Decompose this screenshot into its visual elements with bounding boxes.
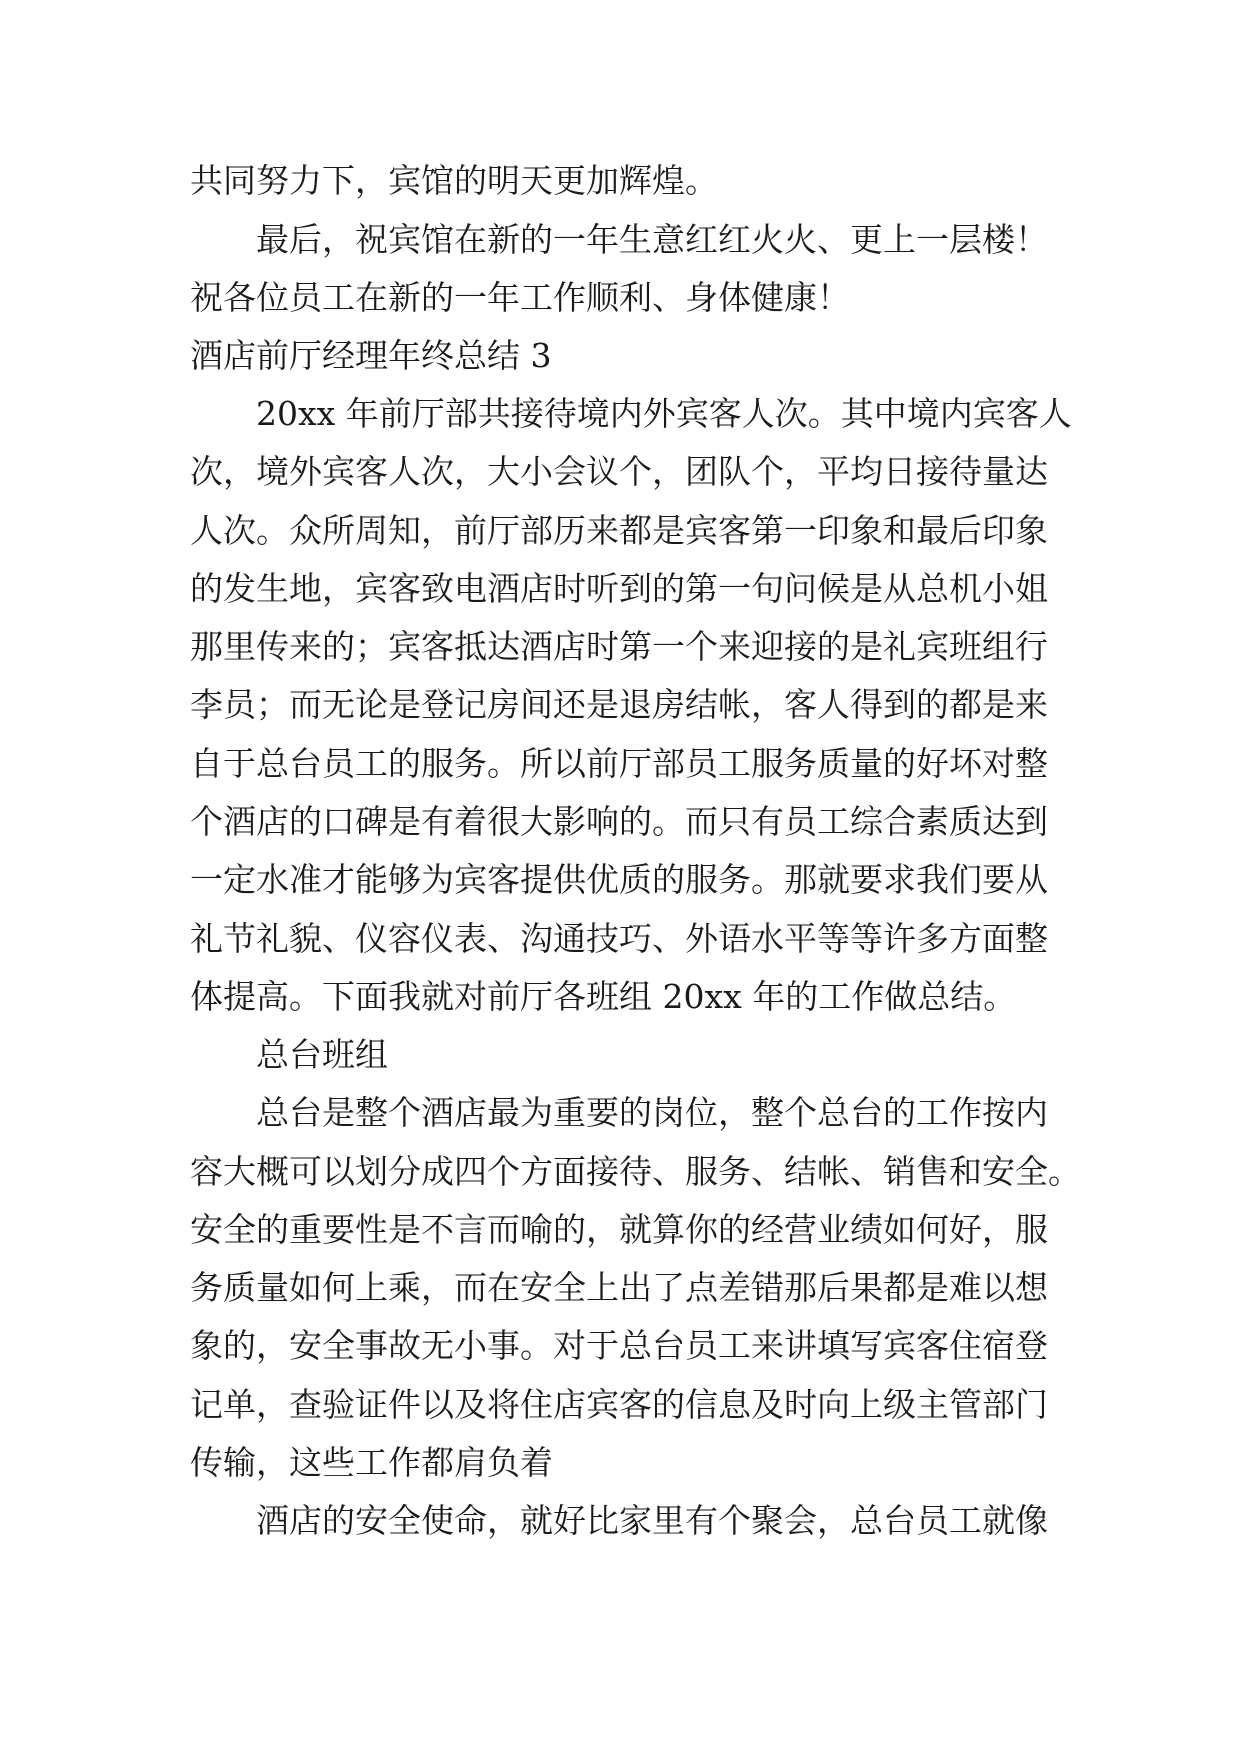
paragraph-line: 一定水准才能够为宾客提供优质的服务。那就要求我们要从 [190,860,1048,899]
paragraph-line: 安全的重要性是不言而喻的，就算你的经营业绩如何好，服 [190,1210,1048,1249]
paragraph-line: 个酒店的口碑是有着很大影响的。而只有员工综合素质达到 [190,802,1048,841]
paragraph-line: 李员；而无论是登记房间还是退房结帐，客人得到的都是来 [190,685,1048,724]
paragraph-line: 传输，这些工作都肩负着 [190,1443,553,1482]
paragraph-line: 自于总台员工的服务。所以前厅部员工服务质量的好坏对整 [190,744,1048,783]
section-heading: 酒店前厅经理年终总结 3 [190,336,552,375]
paragraph-line: 礼节礼貌、仪容仪表、沟通技巧、外语水平等等许多方面整 [190,919,1048,958]
paragraph-line: 共同努力下，宾馆的明天更加辉煌。 [190,161,718,200]
paragraph-line: 酒店的安全使命，就好比家里有个聚会，总台员工就像 [256,1501,1048,1540]
paragraph-line: 那里传来的；宾客抵达酒店时第一个来迎接的是礼宾班组行 [190,627,1048,666]
paragraph-line: 务质量如何上乘，而在安全上出了点差错那后果都是难以想 [190,1268,1048,1307]
paragraph-line: 人次。众所周知，前厅部历来都是宾客第一印象和最后印象 [190,511,1048,550]
paragraph-line: 象的，安全事故无小事。对于总台员工来讲填写宾客住宿登 [190,1326,1048,1365]
paragraph-line: 次，境外宾客人次，大小会议个，团队个，平均日接待量达 [190,452,1048,491]
paragraph-line: 祝各位员工在新的一年工作顺利、身体健康！ [190,278,850,317]
paragraph-line: 20xx 年前厅部共接待境内外宾客人次。其中境内宾客人 [256,394,1072,433]
paragraph-line: 体提高。下面我就对前厅各班组 20xx 年的工作做总结。 [190,977,1017,1016]
paragraph-line: 最后，祝宾馆在新的一年生意红红火火、更上一层楼！ [256,220,1048,259]
paragraph-line: 的发生地，宾客致电酒店时听到的第一句问候是从总机小姐 [190,569,1048,608]
paragraph-line: 记单，查验证件以及将住店宾客的信息及时向上级主管部门 [190,1385,1048,1424]
subsection-heading: 总台班组 [256,1035,388,1074]
paragraph-line: 容大概可以划分成四个方面接待、服务、结帐、销售和安全。 [190,1152,1081,1191]
paragraph-line: 总台是整个酒店最为重要的岗位，整个总台的工作按内 [256,1093,1048,1132]
